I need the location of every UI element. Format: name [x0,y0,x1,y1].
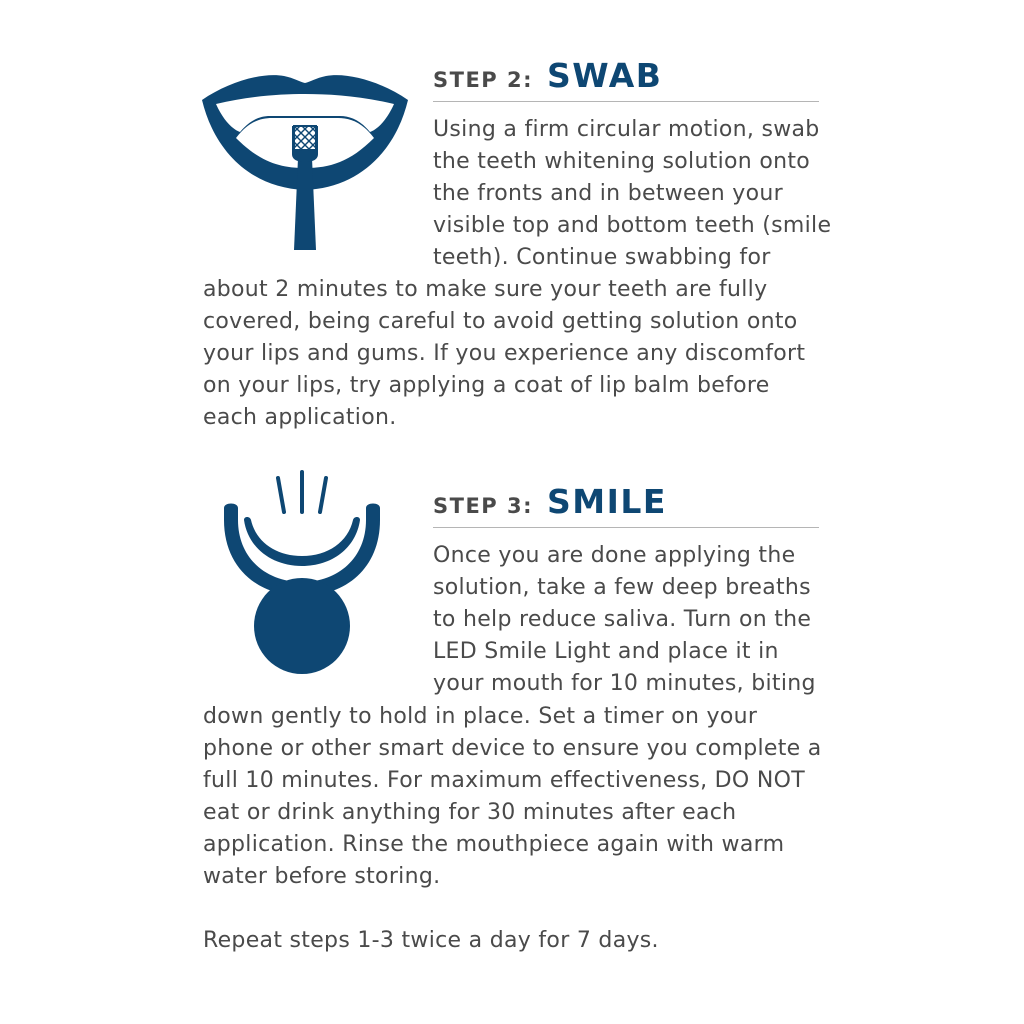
step-2-heading [433,56,662,95]
lips-swab-icon [200,70,410,255]
step-3-line: LED Smile Light and place it in [433,639,779,664]
step-2-line: covered, being careful to avoid getting solution onto [203,309,798,334]
step-2-line: each application. [203,405,397,430]
step-2-divider [433,101,819,102]
step-2-line: about 2 minutes to make sure your teeth are fully [203,277,768,302]
step-3-line: application. Rinse the mouthpiece again with warm [203,832,785,857]
step-3-prefix: STEP 3: [433,494,534,518]
step-2-line: teeth). Continue swabbing for [433,245,771,270]
step-2-line: Using a firm circular motion, swab [433,117,820,142]
step-2-title: SWAB [547,56,663,95]
step-2-line: on your lips, try applying a coat of lip balm before [203,373,770,398]
step-2-line: the fronts and in between your [433,181,783,206]
step-3-line: eat or drink anything for 30 minutes after each [203,800,737,825]
step-3-line: water before storing. [203,864,441,889]
step-2-line: your lips and gums. If you experience any discomfort [203,341,806,366]
repeat-note: Repeat steps 1-3 twice a day for 7 days. [203,928,659,953]
step-2-prefix: STEP 2: [433,68,534,92]
step-3-line: down gently to hold in place. Set a timer on your [203,704,758,729]
step-2-line: the teeth whitening solution onto [433,149,811,174]
step-3-line: your mouth for 10 minutes, biting [433,671,816,696]
step-3-line: solution, take a few deep breaths [433,575,811,600]
led-light-mouthpiece-icon [218,468,388,678]
step-3-line: Once you are done applying the [433,543,796,568]
step-2-line: visible top and bottom teeth (smile [433,213,832,238]
step-3-divider [433,527,819,528]
step-3-line: phone or other smart device to ensure you complete a [203,736,822,761]
step-3-line: full 10 minutes. For maximum effectiveness, DO NOT [203,768,805,793]
step-3-line: to help reduce saliva. Turn on the [433,607,812,632]
step-3-heading [433,482,667,521]
step-3-title: SMILE [547,482,667,521]
